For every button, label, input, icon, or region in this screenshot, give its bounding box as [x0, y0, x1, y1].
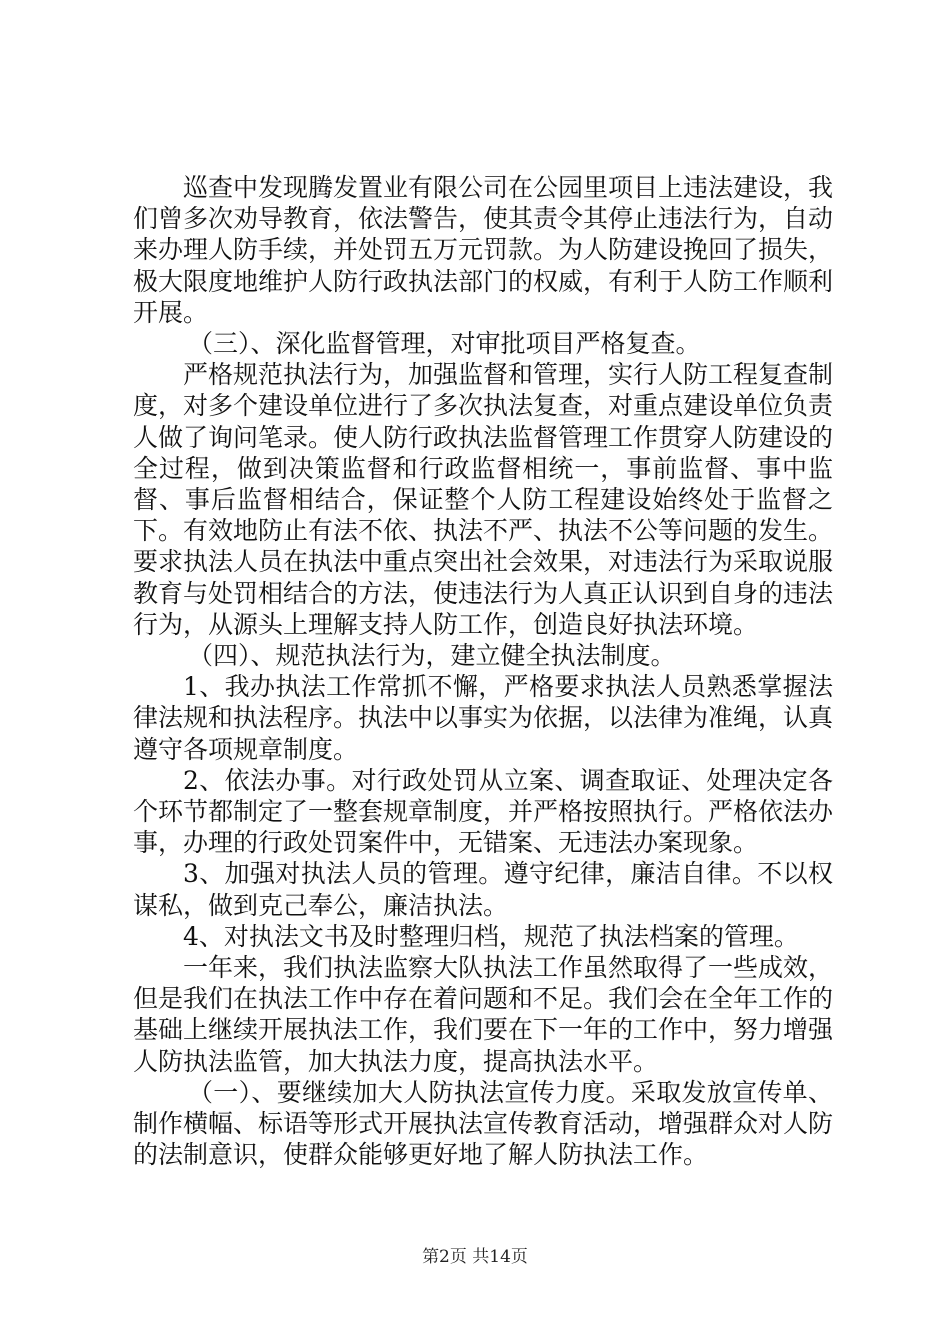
- list-item-1: 1、我办执法工作常抓不懈，严格要求执法人员熟悉掌握法律法规和执法程序。执法中以事实为依据，以法律为准绳，认真遵守各项规章制度。: [133, 672, 834, 764]
- list-item-3: 3、加强对执法人员的管理。遵守纪律，廉洁自律。不以权谋私，做到克己奉公，廉洁执法。: [133, 859, 833, 920]
- list-item-4: 4、对执法文书及时整理归档，规范了执法档案的管理。: [183, 921, 799, 951]
- page-number-footer: 第2页 共14页: [422, 1247, 528, 1267]
- paragraph-summary: 一年来，我们执法监察大队执法工作虽然取得了一些成效，但是我们在执法工作中存在着问题和不足。我们会在全年工作的基础上继续开展执法工作，我们要在下一年的工作中，努力增强人防执法监管，加大执法力度，提高执法水平。: [133, 953, 834, 1076]
- section-heading-4: （四）、规范执法行为，建立健全执法制度。: [188, 641, 676, 671]
- section-heading-3: （三）、深化监督管理，对审批项目严格复查。: [188, 329, 701, 359]
- section-heading-1: （一）、要继续加大人防执法宣传力度。采取发放宣传单、制作横幅、标语等形式开展执法宣传教育活动，增强群众对人防的法制意识，使群众能够更好地了解人防执法工作。: [133, 1077, 834, 1170]
- document-body: [133, 172, 833, 1171]
- paragraph-1: 巡查中发现腾发置业有限公司在公园里项目上违法建设，我们曾多次劝导教育，依法警告，使其责令其停止违法行为，自动来办理人防手续，并处罚五万元罚款。为人防建设挽回了损失，极大限度地维护人防行政执法部门的权威，有利于人防工作顺利开展。: [133, 173, 834, 327]
- paragraph-2: 严格规范执法行为，加强监督和管理，实行人防工程复查制度，对多个建设单位进行了多次执法复查，对重点建设单位负责人做了询问笔录。使人防行政执法监督管理工作贯穿人防建设的全过程，做到决策监督和行政监督相统一，事前监督、事中监督、事后监督相结合，保证整个人防工程建设始终处于监督之下。有效地防止有法不依、执法不严、执法不公等问题的发生。要求执法人员在执法中重点突出社会效果，对违法行为采取说服教育与处罚相结合的方法，使违法行为人真正认识到自身的违法行为，从源头上理解支持人防工作，创造良好执法环境。: [133, 360, 834, 639]
- list-item-2: 2、依法办事。对行政处罚从立案、调查取证、处理决定各个环节都制定了一整套规章制度，并严格按照执行。严格依法办事，办理的行政处罚案件中，无错案、无违法办案现象。: [133, 765, 834, 858]
